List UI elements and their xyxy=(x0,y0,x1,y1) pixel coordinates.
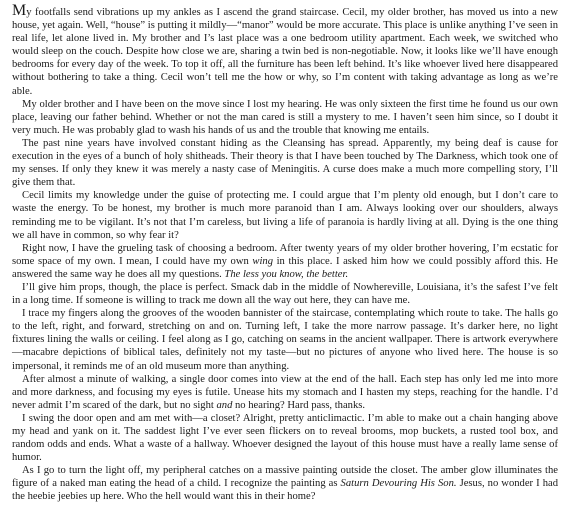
paragraph-text: As I go to turn the light off, my peripheral catches on a massive painting outside the closet. The amber glow illuminates the figure of a naked man eating the head of a child. I recognize the painting as xyxy=(12,465,558,490)
paragraph-text: After almost a minute of walking, a single door comes into view at the end of the hall. Each step has only led me into more and more darkness, and focusing my eyes is futile. Unease hits my stomach and I hasten my steps, reaching for the handle. I’d never admit I’m scared of the dark, but no sight xyxy=(12,373,558,411)
paragraph-5 xyxy=(12,242,558,281)
paragraph-8 xyxy=(12,373,558,412)
paragraph-2: My older brother and I have been on the move since I lost my hearing. He was only sixteen the first time he found us our own place, leaving our father behind. Whether or not the man cared is still a mystery to me. I haven’t seen him since, so I doubt it very much. He was probably glad to wash his hands of us and the trouble that knowing me entails. xyxy=(12,98,558,136)
paragraph-text: in this place. I asked him how we could possibly afford this. He answered the same way he does all my questions. xyxy=(12,255,559,280)
paragraph-6: I’ll give him props, though, the place is perfect. Smack dab in the middle of Nowhereville, Louisiana, it’s the safest I’ve felt in a long time. If someone is willing to track me down all the way out here, they can have me. xyxy=(12,281,558,307)
emphasis-wing: wing xyxy=(252,255,273,267)
paragraph-7: I trace my fingers along the grooves of the wooden bannister of the staircase, contemplating which route to take. The halls go to the left, right, and forward, stretching on and on. Turning left, I take the more narrow passage. It’s darker here, no light fixtures lining the walls or ceiling. I feel along as I go, catching on seams in the ancient wallpaper. There is artwork everywhere—macabre depictions of biblical tales, definitely not my taste—but no pictures of anyone who lived here. The house is so impersonal, it reminds me of an old museum more than anything. xyxy=(12,308,558,372)
paragraph-text: y footfalls send vibrations up my ankles as I ascend the grand staircase. Cecil, my older brother, has moved us into a new house, yet again. Well, “house” is putting it mildly—“manor” would be more accurate. This place is unlike anything I’ve seen in real life, let alone lived in. My brother and I’s last place was a one bedroom utility apartment. Each week, we switched who would sleep on the couch. Despite how close we are, sharing a twin bed is non-negotiable. Now, it looks like we’ll have enough bedrooms for every day of the week. To top it off, all the furniture has been left behind. It’s like whoever lived here disappeared without bothering to take a thing. Cecil won’t tell me the how or why, so I’m content with taking advantage as long as we’re able. xyxy=(12,7,558,97)
paragraph-text: no hearing? Hard pass, thanks. xyxy=(232,399,366,411)
paragraph-text: Jesus, no wonder I had the heebie jeebies up here. Who the hell would want this in their home? xyxy=(12,478,558,503)
paragraph-9: I swing the door open and am met with—a closet? Alright, pretty anticlimactic. I’m able to make out a chain hanging above my head and yank on it. The saddest light I’ve ever seen flickers on to reveal brooms, mop buckets, a rusted tool box, and random odds and ends. What a waste of a hallway. Whoever designed the layout of this house must have a really lame sense of humor. xyxy=(12,412,558,464)
emphasis-painting-title: Saturn Devouring His Son. xyxy=(340,478,457,490)
drop-cap: M xyxy=(12,2,27,19)
emphasis-quote: The less you know, the better. xyxy=(224,268,349,280)
paragraph-4: Cecil limits my knowledge under the guise of protecting me. I could argue that I’m plenty old enough, but I don’t care to waste the energy. To be honest, my brother is much more paranoid than I am. Always looking over our shoulders, always reminding me to be vigilant. It’s not that I’m careless, but living a life of paranoia is hardly living at all. Dying is the one thing we all have in common, so why fear it? xyxy=(12,190,558,241)
emphasis-and: and xyxy=(216,399,233,411)
paragraph-10 xyxy=(12,464,558,503)
paragraph-3: The past nine years have involved constant hiding as the Cleansing has spread. Apparently, my being deaf is cause for execution in the eyes of a bunch of holy shitheads. Their theory is that I have been touched by The Darkness, which took one of my senses. If only they knew it was merely a nasty case of Meningitis. A curse does make a much more compelling story, I’ll give them that. xyxy=(12,137,558,189)
paragraph-text: Right now, I have the grueling task of choosing a bedroom. After twenty years of my older brother hovering, I’m ecstatic for some space of my own. I mean, I could have my own xyxy=(12,242,558,267)
paragraph-opening xyxy=(12,4,558,98)
